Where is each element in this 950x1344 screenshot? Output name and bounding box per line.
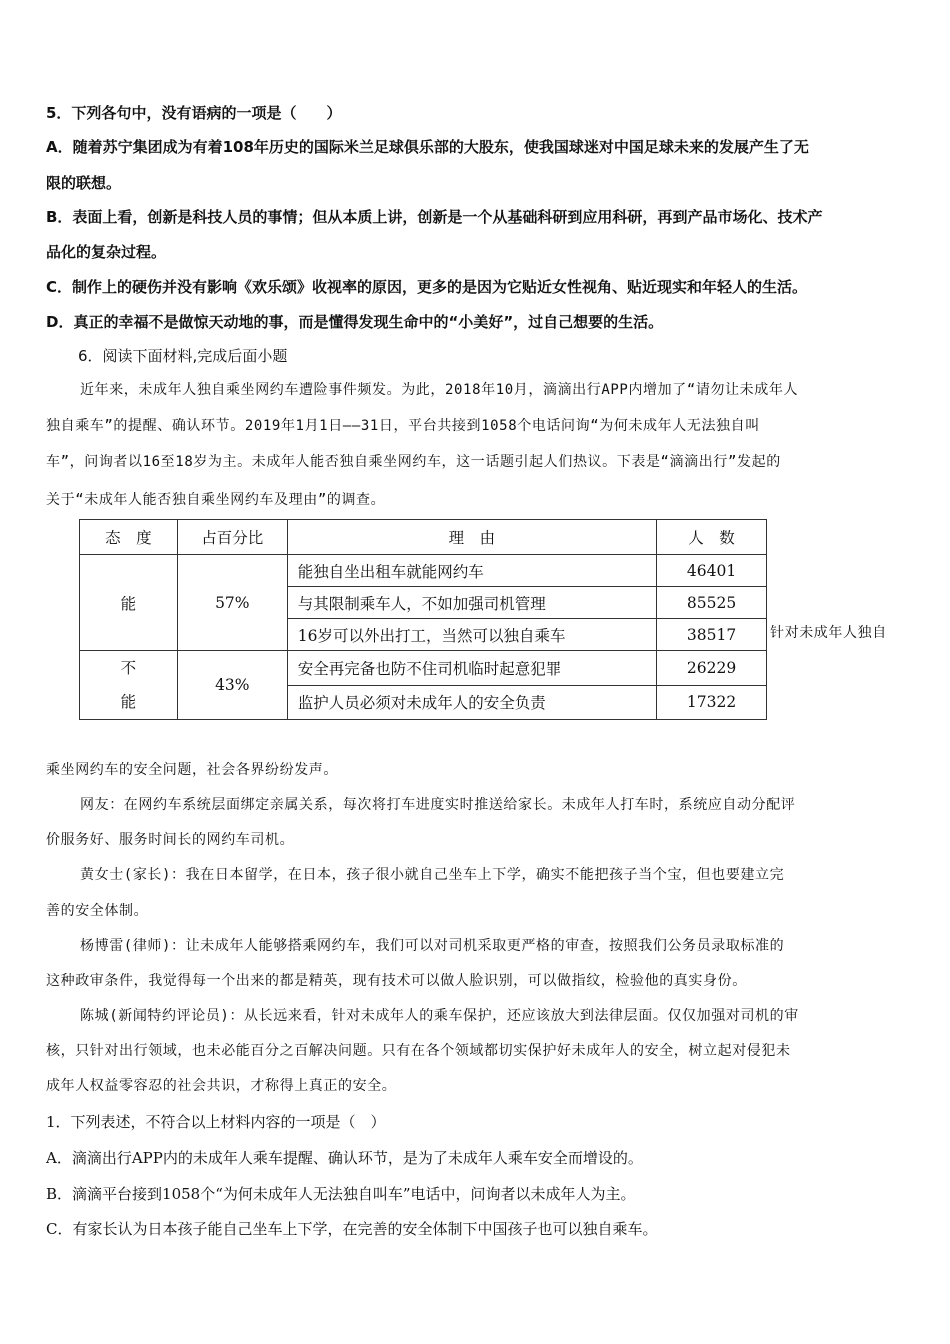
count-cell: 85525 [657,587,767,619]
q6-stem: 6．阅读下面材料,完成后面小题 [78,347,288,365]
sub1-stem: 1．下列表述，不符合以上材料内容的一项是（ ） [46,1113,386,1131]
reason-cell: 能独自坐出租车就能网约车 [287,555,656,587]
percent-yes: 57% [177,555,287,651]
q6-para3-line1: 网友：在网约车系统层面绑定亲属关系，每次将打车进度实时推送给家长。未成年人打车时，系统应自动分配评 [80,797,796,813]
reason-cell: 16岁可以外出打工，当然可以独自乘车 [287,619,656,651]
table-row [80,555,767,587]
header-attitude: 态 度 [80,520,178,555]
q5-option-b-line2: 品化的复杂过程。 [46,243,167,261]
header-count: 人 数 [657,520,767,555]
q5-option-a-line1: A．随着苏宁集团成为有着108年历史的国际米兰足球俱乐部的大股东，使我国球迷对中国足球未来的发展产生了无 [46,138,809,156]
q6-para1-line2: 独自乘车”的提醒、确认环节。2019年1月1日——31日，平台共接到1058个电话问询“为何未成年人无法独自叫 [46,418,760,434]
header-reason: 理 由 [287,520,656,555]
count-cell: 26229 [657,651,767,686]
q6-para3-line2: 价服务好、服务时间长的网约车司机。 [46,832,295,848]
q6-para5-line1: 杨博雷(律师)：让未成年人能够搭乘网约车，我们可以对司机采取更严格的审查，按照我们公务员录取标准的 [80,938,785,954]
q6-para4-line2: 善的安全体制。 [46,903,149,919]
q6-para6-line2: 核，只针对出行领域，也未必能百分之百解决问题。只有在各个领域都切实保护好未成年人的安全，树立起对侵犯未 [46,1043,791,1059]
q6-para5-line2: 这种政审条件，我觉得每一个出来的都是精英，现有技术可以做人脸识别，可以做指纹，检验他的真实身份。 [46,973,747,989]
reason-cell: 与其限制乘车人，不如加强司机管理 [287,587,656,619]
q6-para6-line3: 成年人权益零容忍的社会共识，才称得上真正的安全。 [46,1078,397,1094]
percent-no: 43% [177,651,287,720]
q6-para4-line1: 黄女士(家长)：我在日本留学，在日本，孩子很小就自己坐车上下学，确实不能把孩子当个宝，但也要建立完 [80,867,785,883]
attitude-no [80,651,178,720]
q5-option-d: D．真正的幸福不是做惊天动地的事，而是懂得发现生命中的“小美好”，过自己想要的生活。 [46,313,664,331]
q6-para1-line4: 关于“未成年人能否独自乘坐网约车及理由”的调查。 [46,492,386,508]
table-row [80,651,767,686]
q5-option-c: C．制作上的硬伤并没有影响《欢乐颂》收视率的原因，更多的是因为它贴近女性视角、贴近现实和年轻人的生活。 [46,278,808,296]
table-side-note: 针对未成年人独自 [770,625,887,641]
reason-cell: 安全再完备也防不住司机临时起意犯罪 [287,651,656,686]
q6-para2: 乘坐网约车的安全问题，社会各界纷纷发声。 [46,762,338,778]
q6-para1-line1: 近年来，未成年人独自乘坐网约车遭险事件频发。为此，2018年10月，滴滴出行APP内增加了“请勿让未成年人 [80,382,799,398]
reason-cell: 监护人员必须对未成年人的安全负责 [287,685,656,720]
q5-stem: 5．下列各句中，没有语病的一项是（ ） [46,104,342,122]
header-percent: 占百分比 [177,520,287,555]
sub1-option-b: B．滴滴平台接到1058个“为何未成年人无法独自叫车”电话中，问询者以未成年人为主。 [46,1185,636,1203]
sub1-option-a: A．滴滴出行APP内的未成年人乘车提醒、确认环节，是为了未成年人乘车安全而增设的。 [46,1149,643,1167]
q5-option-b-line1: B．表面上看，创新是科技人员的事情；但从本质上讲，创新是一个从基础科研到应用科研，再到产品市场化、技术产 [46,208,823,226]
survey-table [79,519,767,720]
attitude-no-top: 不 [120,659,137,677]
q6-para6-line1: 陈城(新闻特约评论员)：从长远来看，针对未成年人的乘车保护，还应该放大到法律层面。仅仅加强对司机的审 [80,1008,799,1024]
table-header-row [80,520,767,555]
sub1-option-c: C．有家长认为日本孩子能自己坐车上下学，在完善的安全体制下中国孩子也可以独自乘车。 [46,1220,658,1238]
count-cell: 46401 [657,555,767,587]
attitude-no-bottom: 能 [120,693,137,711]
count-cell: 38517 [657,619,767,651]
attitude-yes: 能 [80,555,178,651]
q6-para1-line3: 车”，问询者以16至18岁为主。未成年人能否独自乘坐网约车，这一话题引起人们热议。下表是“滴滴出行”发起的 [46,454,781,470]
q5-option-a-line2: 限的联想。 [46,174,122,192]
count-cell: 17322 [657,685,767,720]
